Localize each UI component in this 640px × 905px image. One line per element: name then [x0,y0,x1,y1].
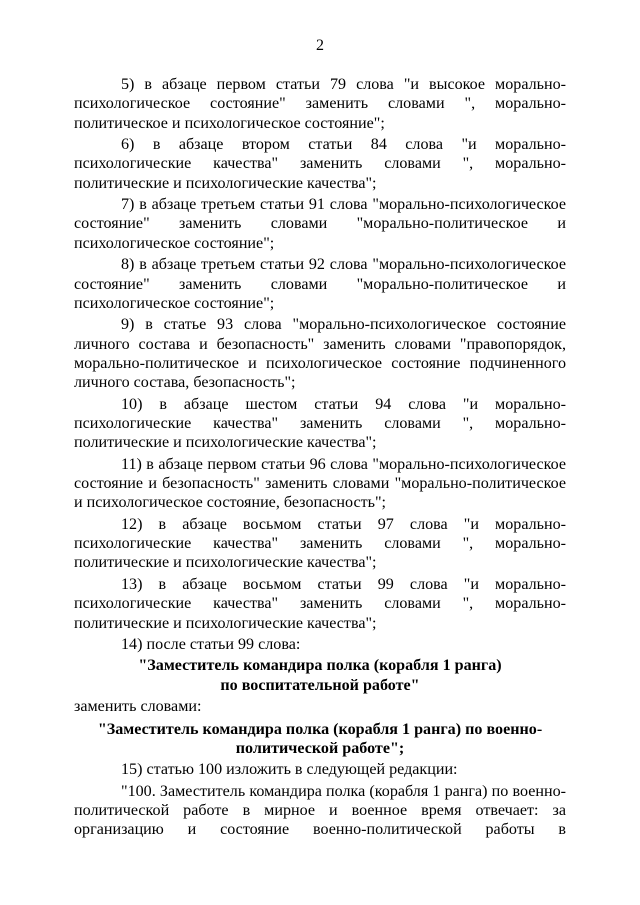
document-body [74,75,566,842]
text-line: психологическое состояние" заменить словами ", морально- [74,95,566,113]
heading-line: "Заместитель командира полка (корабля 1 ранга) [138,657,502,675]
list-item-6 [74,135,566,193]
text-line: личного состава и безопасность" заменить словами "правопорядок, [74,335,566,353]
text-line: политическое и психологическое состояние"; [74,114,385,132]
text-line: заменить словами: [74,698,202,716]
list-item-9 [74,315,566,392]
list-item-11 [74,455,566,513]
list-item-12 [74,515,566,573]
list-item-7 [74,195,566,253]
list-item-14 [74,635,566,654]
text-line: 15) статью 100 изложить в следующей редакции: [121,761,458,779]
text-line: организацию и состояние военно-политической работы в [74,821,566,839]
old-article-heading [74,656,566,695]
text-line: морально-политическое и психологическое состояние подчиненного [74,354,566,372]
text-line: 12) в абзаце восьмом статьи 97 слова "и морально- [121,515,566,533]
heading-line: "Заместитель командира полка (корабля 1 ранга) по военно- [97,720,543,738]
article-100-text [74,782,566,840]
list-item-8 [74,255,566,313]
text-line: 8) в абзаце третьем статьи 92 слова "морально-психологическое [121,256,566,274]
list-item-13 [74,575,566,633]
text-line: состояние и безопасность" заменить словами "морально-политическое [74,475,566,493]
text-line: 9) в статье 93 слова "морально-психологическое состояние [121,316,566,334]
replace-with-label [74,697,566,716]
text-line: личного состава, безопасность"; [74,374,296,392]
text-line: состояние" заменить словами "морально-политическое и [74,275,566,293]
text-line: 13) в абзаце восьмом статьи 99 слова "и морально- [121,575,566,593]
text-line: 14) после статьи 99 слова: [121,636,301,653]
text-line: политические и психологические качества"; [74,614,377,632]
list-item-5 [74,75,566,133]
list-item-10 [74,395,566,453]
text-line: 10) в абзаце шестом статьи 94 слова "и морально- [121,395,566,413]
text-line: психологическое состояние"; [74,294,275,312]
text-line: психологические качества" заменить словами ", морально- [74,535,566,553]
text-line: состояние" заменить словами "морально-политическое и [74,215,566,233]
text-line: психологические качества" заменить словами ", морально- [74,155,566,173]
text-line: психологическое состояние"; [74,234,275,252]
text-line: политические и психологические качества"; [74,174,377,192]
text-line: 7) в абзаце третьем статьи 91 слова "морально-психологическое [121,196,566,214]
text-line: "100. Заместитель командира полка (корабля 1 ранга) по военно- [121,782,566,800]
text-line: и психологическое состояние, безопасность"; [74,494,387,512]
list-item-15 [74,760,566,779]
text-line: политические и психологические качества"; [74,434,377,452]
new-article-heading [74,720,566,759]
text-line: политической работе в мирное и военное время отвечает: за [74,802,566,820]
text-line: 5) в абзаце первом статьи 79 слова "и высокое морально- [121,76,566,93]
heading-line: политической работе"; [235,739,405,757]
text-line: политические и психологические качества"; [74,554,377,572]
text-line: 11) в абзаце первом статьи 96 слова "морально-психологическое [121,455,566,473]
text-line: психологические качества" заменить словами ", морально- [74,414,566,432]
text-line: 6) в абзаце втором статьи 84 слова "и морально- [121,136,566,154]
text-line: психологические качества" заменить словами ", морально- [74,595,566,613]
page-number: 2 [316,37,324,54]
heading-line: по воспитательной работе" [220,676,420,694]
